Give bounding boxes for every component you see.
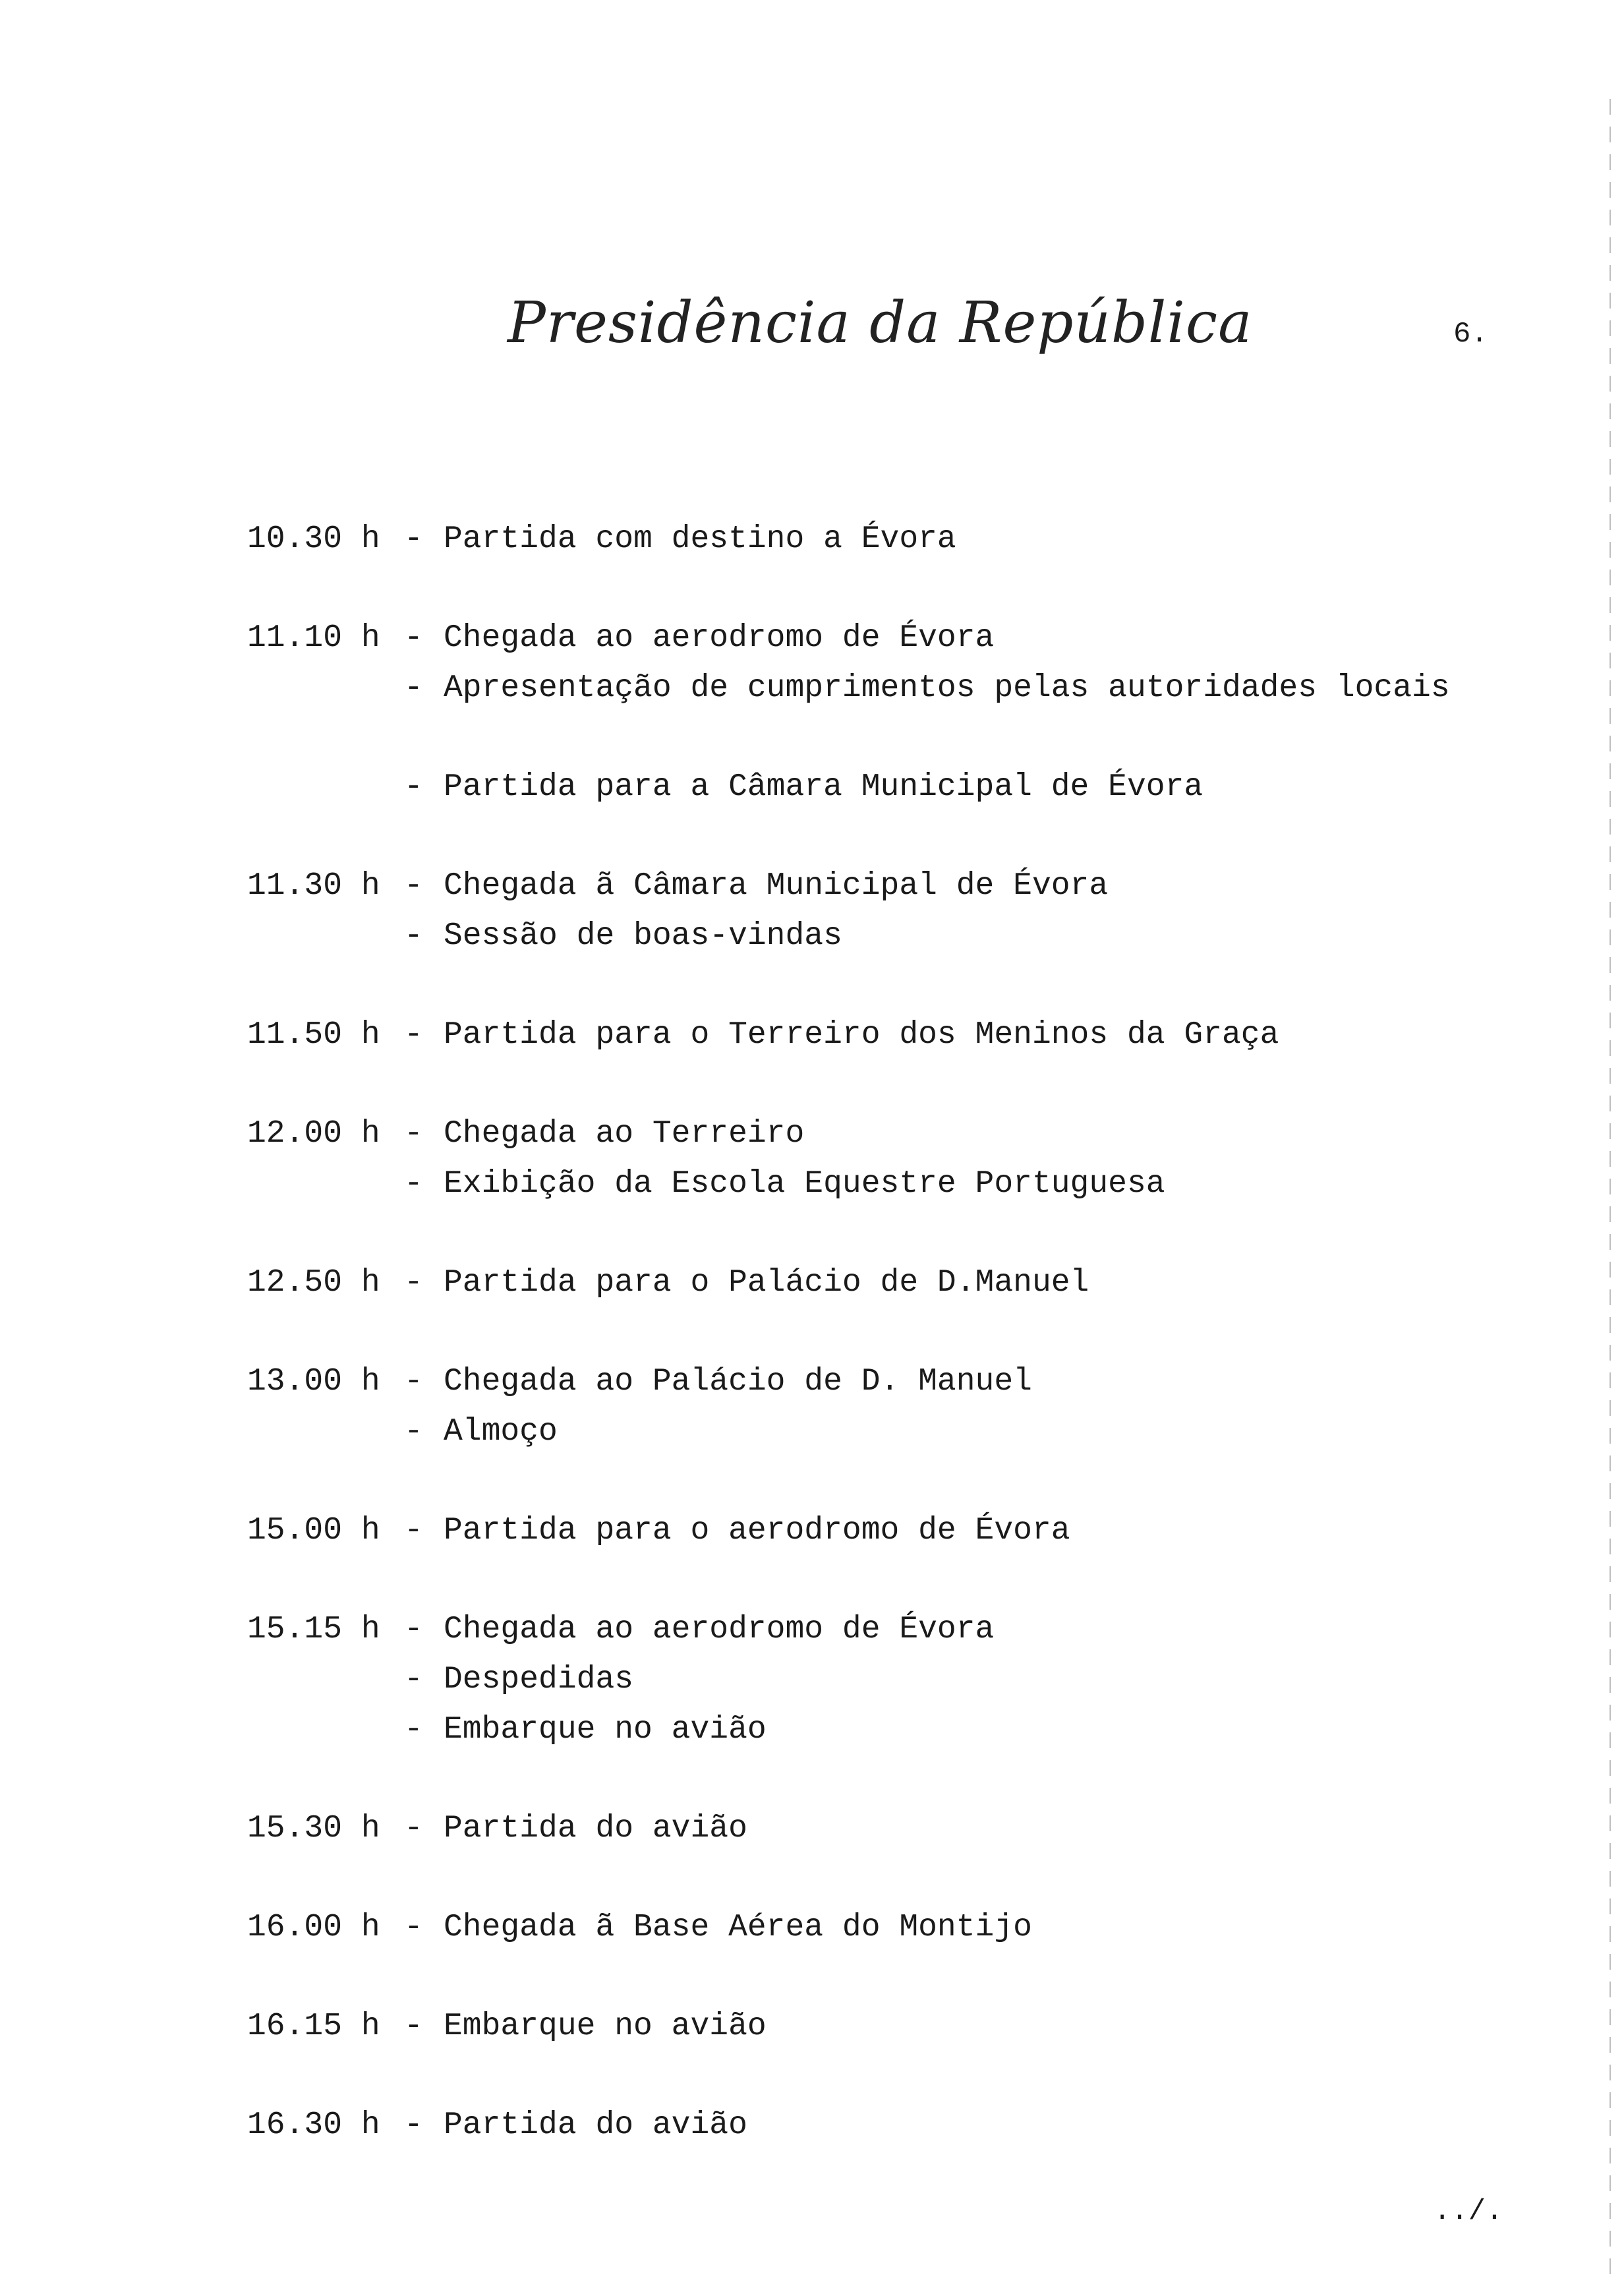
- schedule-line: [247, 861, 1532, 911]
- entry-description: Partida do avião: [444, 1811, 747, 1846]
- entry-time: 10.30 h: [247, 521, 380, 557]
- schedule-line: [247, 1407, 1532, 1457]
- entry-description: Sessão de boas-vindas: [444, 918, 842, 954]
- entry-time: 11.10 h: [247, 620, 380, 656]
- entry-description: Partida do avião: [444, 2107, 747, 2143]
- schedule-line: [247, 1258, 1532, 1308]
- entry-description: Despedidas: [444, 1662, 634, 1697]
- schedule-line: [247, 2001, 1532, 2051]
- entry-dash: -: [404, 1414, 423, 1450]
- entry-dash: -: [404, 1612, 423, 1647]
- schedule-entry: [247, 613, 1532, 812]
- letterhead: Presidência da República: [508, 290, 1253, 356]
- schedule-line: [247, 762, 1532, 812]
- entry-description: Almoço: [444, 1414, 558, 1450]
- entry-description: Chegada ã Câmara Municipal de Évora: [444, 868, 1109, 904]
- entry-description: Embarque no avião: [444, 1712, 767, 1748]
- schedule-entry: [247, 1506, 1532, 1556]
- schedule-line: [247, 613, 1532, 663]
- page-number: 6.: [1453, 318, 1488, 351]
- schedule-entry: [247, 1902, 1532, 1953]
- entry-time: 15.30 h: [247, 1811, 380, 1846]
- schedule-entry: [247, 1804, 1532, 1854]
- entry-dash: -: [404, 1265, 423, 1301]
- schedule-line: [247, 1902, 1532, 1953]
- schedule-line: [247, 1010, 1532, 1060]
- entry-description: Chegada ao aerodromo de Évora: [444, 620, 995, 656]
- schedule-entry: [247, 1604, 1532, 1755]
- entry-time: 15.15 h: [247, 1612, 380, 1647]
- entry-time: 15.00 h: [247, 1513, 380, 1548]
- entry-description: Chegada ã Base Aérea do Montijo: [444, 1910, 1032, 1945]
- entry-dash: -: [404, 868, 423, 904]
- entry-dash: -: [404, 670, 423, 706]
- entry-description: Chegada ao Terreiro: [444, 1116, 805, 1152]
- schedule-line: [247, 911, 1532, 961]
- entry-description: Apresentação de cumprimentos pelas autoridades locais: [444, 670, 1450, 706]
- entry-description: Partida para o Palácio de D.Manuel: [444, 1265, 1089, 1301]
- entry-time: 16.00 h: [247, 1910, 380, 1945]
- schedule-line: [247, 1655, 1532, 1705]
- entry-dash: -: [404, 1811, 423, 1846]
- entry-time: 11.50 h: [247, 1017, 380, 1053]
- entry-dash: -: [404, 1166, 423, 1202]
- entry-dash: -: [404, 1662, 423, 1697]
- entry-description: Partida para a Câmara Municipal de Évora: [444, 769, 1204, 805]
- entry-dash: -: [404, 1017, 423, 1053]
- schedule-line: [247, 1109, 1532, 1159]
- entry-time: 12.50 h: [247, 1265, 380, 1301]
- entry-time: 13.00 h: [247, 1364, 380, 1399]
- blank-line: [247, 713, 1532, 762]
- entry-description: Partida com destino a Évora: [444, 521, 956, 557]
- schedule-entry: [247, 1258, 1532, 1308]
- schedule-line: [247, 1804, 1532, 1854]
- schedule-line: [247, 2100, 1532, 2150]
- entry-dash: -: [404, 918, 423, 954]
- entry-time: 16.30 h: [247, 2107, 380, 2143]
- entry-dash: -: [404, 1364, 423, 1399]
- schedule-line: [247, 1705, 1532, 1755]
- entry-dash: -: [404, 1712, 423, 1748]
- entry-time: 11.30 h: [247, 868, 380, 904]
- entry-description: Chegada ao Palácio de D. Manuel: [444, 1364, 1032, 1399]
- schedule-entry: [247, 2001, 1532, 2051]
- continuation-mark: ../.: [1434, 2195, 1503, 2228]
- entry-dash: -: [404, 2107, 423, 2143]
- entry-description: Embarque no avião: [444, 2009, 767, 2044]
- entry-dash: -: [404, 620, 423, 656]
- schedule-line: [247, 1604, 1532, 1655]
- entry-description: Partida para o aerodromo de Évora: [444, 1513, 1070, 1548]
- schedule-list: [247, 514, 1532, 2199]
- schedule-line: [247, 663, 1532, 713]
- schedule-line: [247, 514, 1532, 564]
- schedule-line: [247, 1357, 1532, 1407]
- schedule-entry: [247, 2100, 1532, 2150]
- entry-time: 12.00 h: [247, 1116, 380, 1152]
- entry-dash: -: [404, 769, 423, 805]
- entry-dash: -: [404, 1910, 423, 1945]
- schedule-entry: [247, 1109, 1532, 1209]
- schedule-line: [247, 1159, 1532, 1209]
- schedule-entry: [247, 1010, 1532, 1060]
- entry-description: Partida para o Terreiro dos Meninos da Graça: [444, 1017, 1279, 1053]
- schedule-entry: [247, 514, 1532, 564]
- entry-description: Chegada ao aerodromo de Évora: [444, 1612, 995, 1647]
- entry-dash: -: [404, 521, 423, 557]
- schedule-entry: [247, 1357, 1532, 1457]
- entry-dash: -: [404, 1513, 423, 1548]
- scan-edge-line: [1610, 99, 1611, 2274]
- entry-time: 16.15 h: [247, 2009, 380, 2044]
- entry-dash: -: [404, 1116, 423, 1152]
- entry-dash: -: [404, 2009, 423, 2044]
- schedule-line: [247, 1506, 1532, 1556]
- entry-description: Exibição da Escola Equestre Portuguesa: [444, 1166, 1165, 1202]
- schedule-entry: [247, 861, 1532, 961]
